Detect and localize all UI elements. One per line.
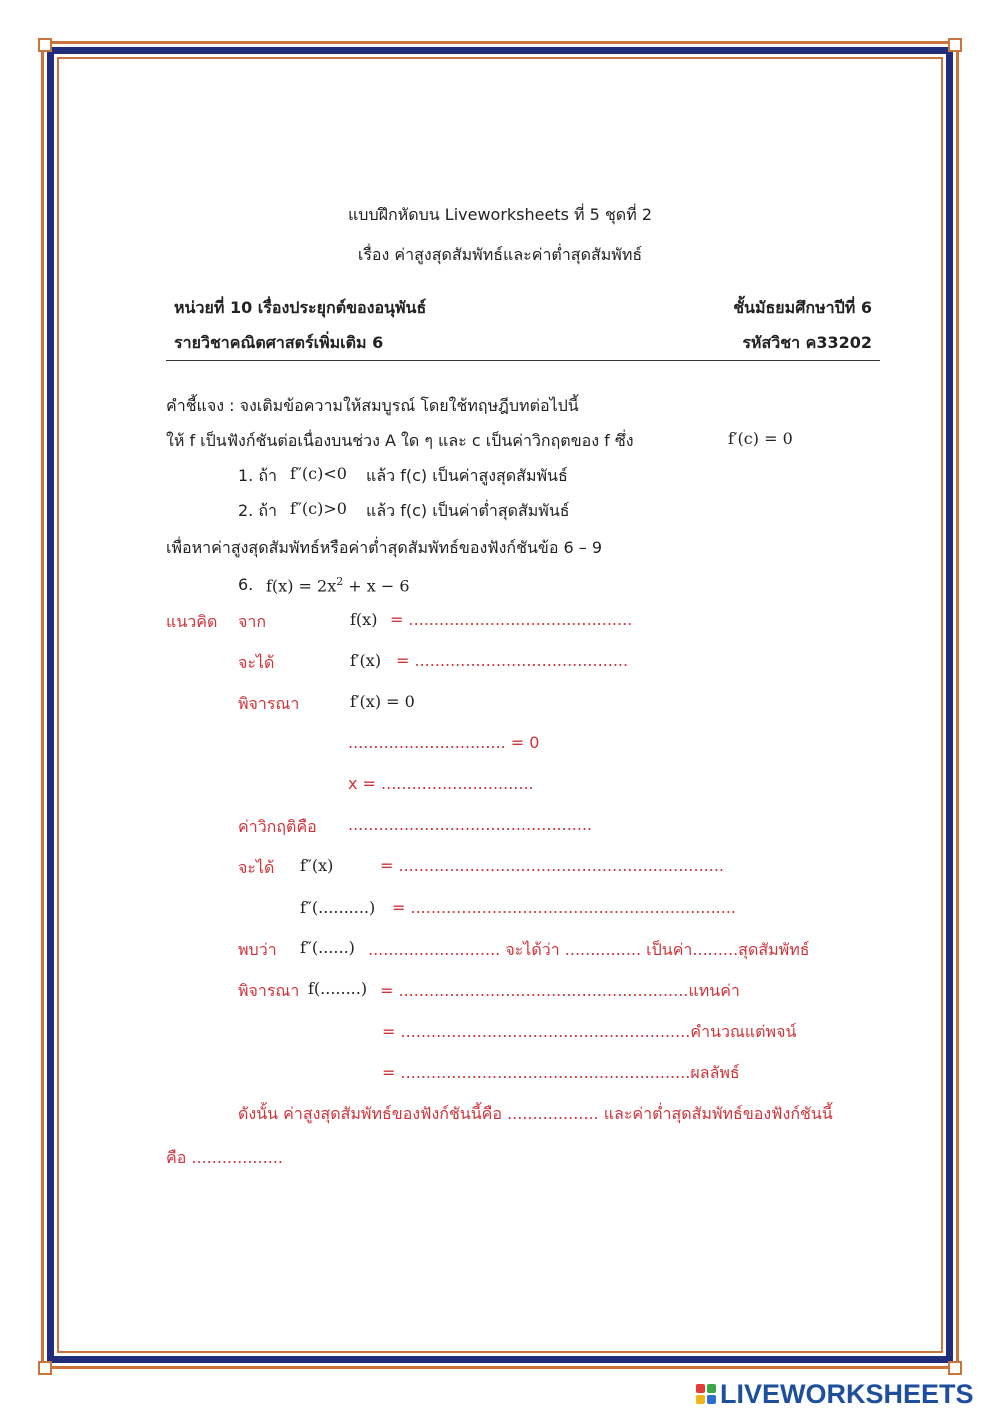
fprime-zero-equation: f′(x) = 0: [350, 692, 415, 711]
conclusion-line-1[interactable]: ดังนั้น ค่าสูงสุดสัมพัทธ์ของฟังก์ชันนี้คือ .................. และค่าต่ำสุดสัมพัทธ์ของฟังก์ชันนี้: [238, 1104, 833, 1123]
concept-label: แนวคิด: [166, 612, 218, 631]
problem-number: 6.: [238, 575, 254, 594]
found-label: พบว่า: [238, 940, 277, 959]
header-divider: [166, 360, 880, 361]
logo-block-yellow: [696, 1395, 705, 1404]
fdoubleprime-at-c-blank[interactable]: = ................................................................: [392, 898, 736, 917]
rule1-formula: f″(c)<0: [290, 464, 347, 483]
grade-label: ชั้นมัธยมศึกษาปีที่ 6: [733, 298, 872, 317]
border-corner-top-left: [38, 38, 52, 52]
unit-label: หน่วยที่ 10 เรื่องประยุกต์ของอนุพันธ์: [174, 298, 427, 317]
worksheet-topic: เรื่อง ค่าสูงสุดสัมพัทธ์และค่าต่ำสุดสัมพัทธ์: [357, 245, 643, 264]
border-corner-bottom-left: [38, 1361, 52, 1375]
critical-value-blank[interactable]: ................................................: [348, 815, 593, 834]
calculation-blank[interactable]: = .........................................................คำนวณแต่พจน์: [382, 1022, 797, 1041]
subject-label: รายวิชาคณิตศาสตร์เพิ่มเติม 6: [174, 333, 384, 352]
fx-answer-blank[interactable]: = ............................................: [390, 610, 633, 629]
consider-label-1: พิจารณา: [238, 694, 300, 713]
instruction-theorem: ให้ f เป็นฟังก์ชันต่อเนื่องบนช่วง A ใด ๆ และ c เป็นค่าวิกฤตของ f ซึ่ง: [166, 431, 634, 450]
border-corner-top-right: [948, 38, 962, 52]
logo-block-blue: [707, 1395, 716, 1404]
equation-answer-blank[interactable]: ............................... = 0: [348, 733, 540, 752]
fx-label: f(x): [350, 610, 378, 629]
border-corner-bottom-right: [948, 1361, 962, 1375]
rule2-prefix: 2. ถ้า: [238, 501, 278, 520]
substitution-blank[interactable]: = .........................................................แทนค่า: [380, 981, 740, 1000]
liveworksheets-logo: [696, 1378, 974, 1410]
get-label-2: จะได้: [238, 858, 275, 877]
logo-block-green: [707, 1384, 716, 1393]
rule1-prefix: 1. ถ้า: [238, 466, 278, 485]
consider-label-2: พิจารณา: [238, 981, 300, 1000]
fdoubleprime-label: f″(x): [300, 856, 334, 875]
course-code: รหัสวิชา ค33202: [742, 333, 872, 352]
fdoubleprime-answer-blank[interactable]: = ................................................................: [380, 856, 724, 875]
critical-value-label: ค่าวิกฤติคือ: [238, 817, 317, 836]
logo-text: LIVEWORKSHEETS: [720, 1378, 974, 1409]
fdoubleprime-at-c-label: f″(..........): [300, 898, 376, 917]
found-answer-blanks[interactable]: .......................... จะได้ว่า ............... เป็นค่า.........สุดสัมพัทธ์: [368, 940, 810, 959]
logo-blocks-icon: [696, 1384, 716, 1404]
x-answer-blank[interactable]: x = ..............................: [348, 774, 534, 793]
f-value-label: f(........): [308, 979, 368, 998]
fdoubleprime-found-label: f″(......): [300, 938, 355, 957]
get-label-1: จะได้: [238, 653, 275, 672]
instruction-heading: คำชี้แจง : จงเติมข้อความให้สมบูรณ์ โดยใช้ทฤษฎีบทต่อไปนี้: [166, 396, 579, 415]
task-description: เพื่อหาค่าสูงสุดสัมพัทธ์หรือค่าต่ำสุดสัมพัทธ์ของฟังก์ชันข้อ 6 – 9: [166, 538, 603, 557]
rule2-formula: f″(c)>0: [290, 499, 347, 518]
conclusion-line-2[interactable]: คือ ..................: [166, 1148, 283, 1167]
logo-block-red: [696, 1384, 705, 1393]
rule2-conclusion: แล้ว f(c) เป็นค่าต่ำสุดสัมพันธ์: [366, 501, 570, 520]
worksheet-title: แบบฝึกหัดบน Liveworksheets ที่ 5 ชุดที่ 2: [347, 205, 652, 224]
fprime-answer-blank[interactable]: = ..........................................: [396, 651, 629, 670]
problem-formula: $f(x) = 2x^2 + x - 6$: [266, 575, 410, 596]
rule1-conclusion: แล้ว f(c) เป็นค่าสูงสุดสัมพันธ์: [366, 466, 568, 485]
critical-condition-formula: f′(c) = 0: [728, 429, 793, 448]
from-label: จาก: [238, 612, 267, 631]
result-blank[interactable]: = .........................................................ผลลัพธ์: [382, 1063, 740, 1082]
fprime-label: f′(x): [350, 651, 382, 670]
